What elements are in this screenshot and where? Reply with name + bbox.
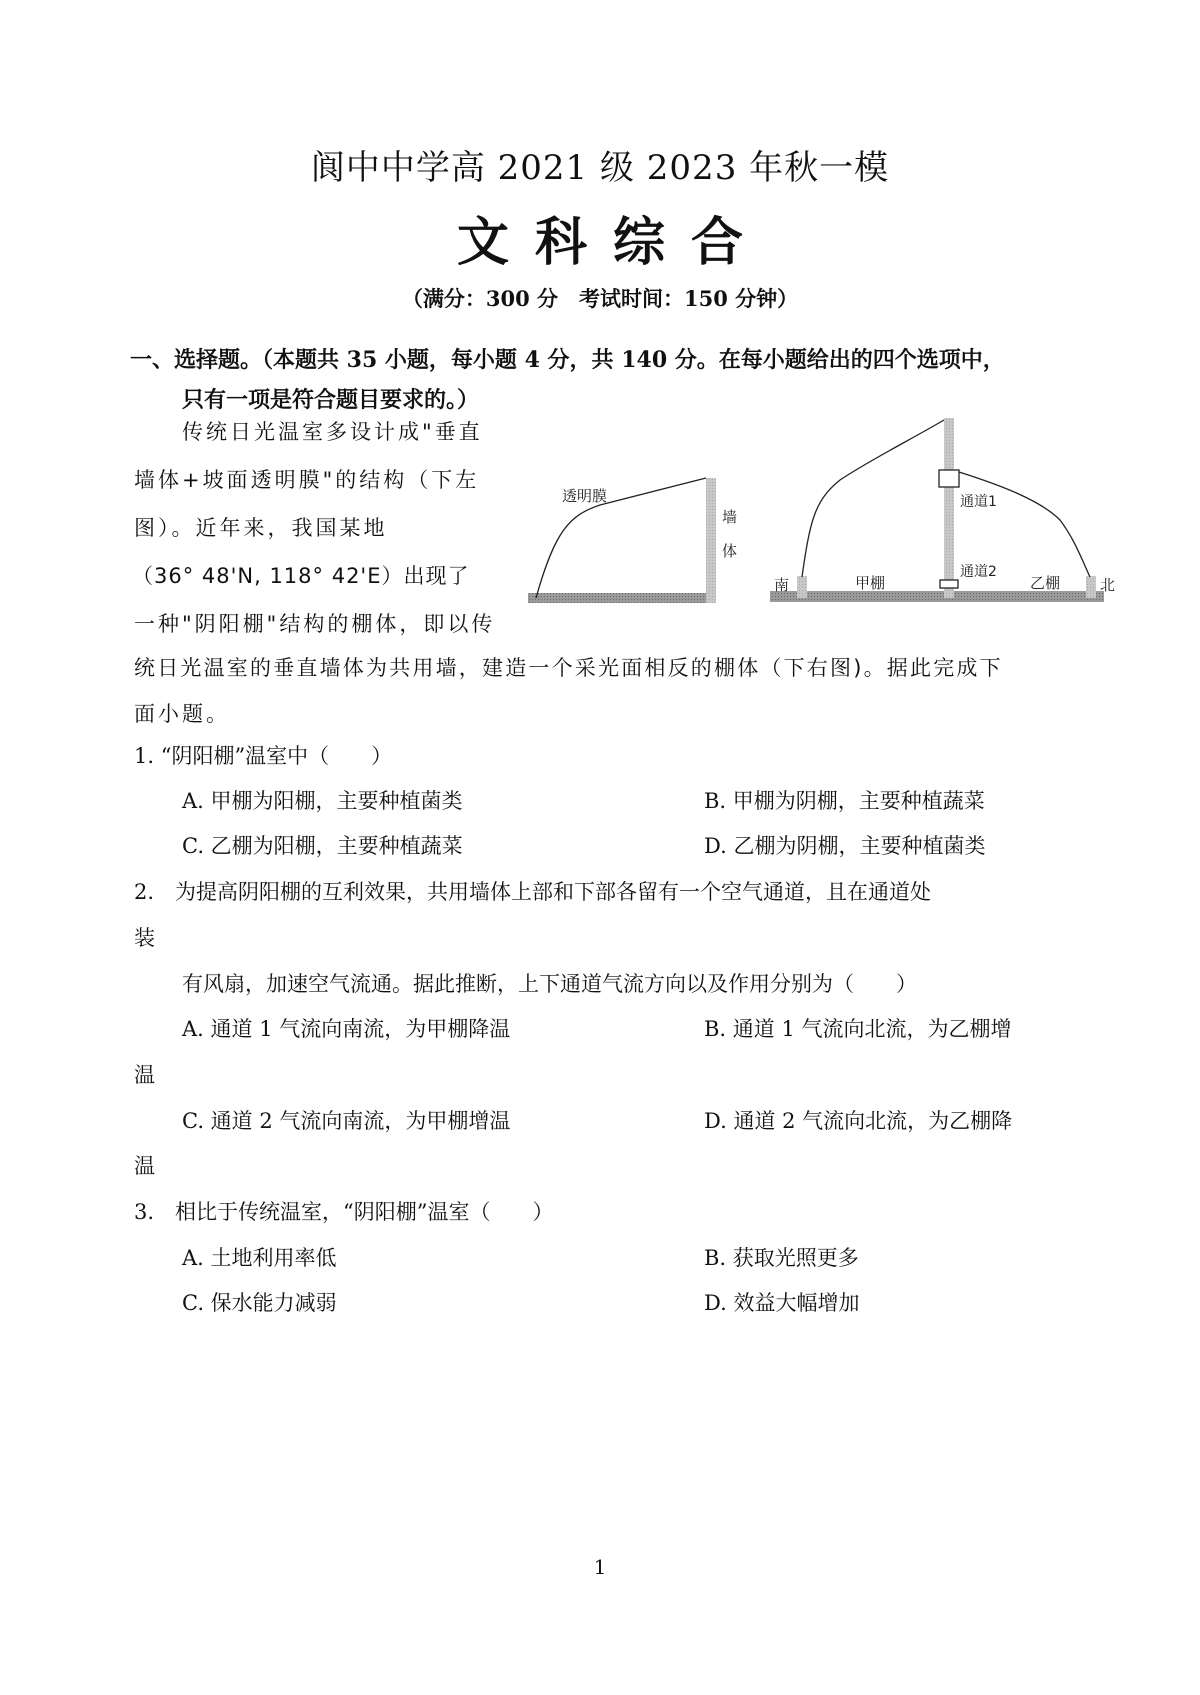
south-label: 南: [774, 576, 790, 594]
question-2-option-a[interactable]: A. 通道 1 气流向南流，为甲棚降温: [182, 1017, 511, 1041]
section-heading-line2: 只有一项是符合题目要求的。）: [182, 387, 480, 413]
wall-left: [706, 478, 716, 603]
south-post: [797, 576, 807, 598]
question-3-option-a[interactable]: A. 土地利用率低: [182, 1246, 337, 1270]
intro-line-3: 图）。近年来，我国某地: [134, 516, 388, 540]
page-number: 1: [593, 1555, 607, 1579]
intro-line-5: 一种"阴阳棚"结构的棚体，即以传: [134, 612, 496, 636]
question-2-stem-cont: 有风扇，加速空气流通。据此推断，上下通道气流方向以及作用分别为（ ）: [182, 972, 917, 996]
intro-line-7: 面小题。: [134, 702, 230, 726]
north-post: [1086, 576, 1096, 598]
intro-line-1: 传统日光温室多设计成"垂直: [182, 420, 483, 444]
question-1-option-d[interactable]: D. 乙棚为阴棚，主要种植菌类: [704, 834, 986, 858]
intro-line-4: （36° 48'N, 118° 42'E）出现了: [132, 564, 470, 588]
wall-label-1: 墙: [722, 508, 738, 526]
exam-title: 阆中中学高 2021 级 2023 年秋一模: [310, 148, 890, 188]
question-2-stem: 2. 为提高阴阳棚的互利效果，共用墙体上部和下部各留有一个空气通道，且在通道处: [134, 880, 932, 904]
question-3-option-d[interactable]: D. 效益大幅增加: [704, 1291, 860, 1315]
question-2-option-b-wrap: 温: [134, 1063, 155, 1087]
intro-line-6: 统日光温室的垂直墙体为共用墙，建造一个采光面相反的棚体（下右图)。据此完成下: [134, 656, 1003, 680]
greenhouse-diagram: [520, 410, 1120, 620]
question-1-option-a[interactable]: A. 甲棚为阳棚，主要种植菌类: [182, 789, 463, 813]
section-heading: [130, 340, 1005, 420]
ground-right: [770, 591, 1104, 602]
film-curve-south: [802, 420, 944, 577]
section-heading-line1: 一、选择题。（本题共 35 小题，每小题 4 分，共 140 分。在每小题给出的四个选项中，: [130, 347, 1005, 373]
traditional-greenhouse: [528, 478, 737, 603]
question-2-option-d-wrap: 温: [134, 1154, 155, 1178]
question-3-option-c[interactable]: C. 保水能力减弱: [182, 1291, 337, 1315]
exam-info: （满分：300 分 考试时间：150 分钟）: [401, 286, 799, 311]
channel1-vent: [939, 470, 959, 487]
shed-b-label: 乙棚: [1030, 574, 1061, 592]
shed-a-label: 甲棚: [855, 574, 886, 592]
question-3-stem: 3. 相比于传统温室，“阴阳棚”温室（ ）: [134, 1200, 554, 1224]
question-2-option-d[interactable]: D. 通道 2 气流向北流，为乙棚降: [704, 1109, 1013, 1133]
question-2-stem-wrap: 装: [134, 926, 155, 950]
film-label: 透明膜: [562, 487, 608, 505]
channel1-label: 通道1: [960, 494, 997, 510]
question-1-stem: 1. “阴阳棚”温室中（ ）: [134, 744, 393, 768]
film-curve-north: [959, 472, 1090, 577]
question-1-option-b[interactable]: B. 甲棚为阴棚，主要种植蔬菜: [704, 789, 985, 813]
shared-wall: [944, 418, 954, 598]
intro-line-2: 墙体+坡面透明膜"的结构（下左: [134, 468, 480, 492]
channel2-vent: [940, 580, 958, 588]
channel2-label: 通道2: [960, 564, 997, 580]
subject-title: 文科综合: [456, 213, 769, 273]
north-label: 北: [1100, 576, 1116, 594]
question-2-option-b[interactable]: B. 通道 1 气流向北流，为乙棚增: [704, 1017, 1012, 1041]
yin-yang-greenhouse: [770, 418, 1115, 602]
ground-left: [528, 593, 708, 603]
question-3-option-b[interactable]: B. 获取光照更多: [704, 1246, 859, 1270]
question-2-option-c[interactable]: C. 通道 2 气流向南流，为甲棚增温: [182, 1109, 511, 1133]
wall-label-2: 体: [722, 542, 738, 560]
question-1-option-c[interactable]: C. 乙棚为阳棚，主要种植蔬菜: [182, 834, 463, 858]
